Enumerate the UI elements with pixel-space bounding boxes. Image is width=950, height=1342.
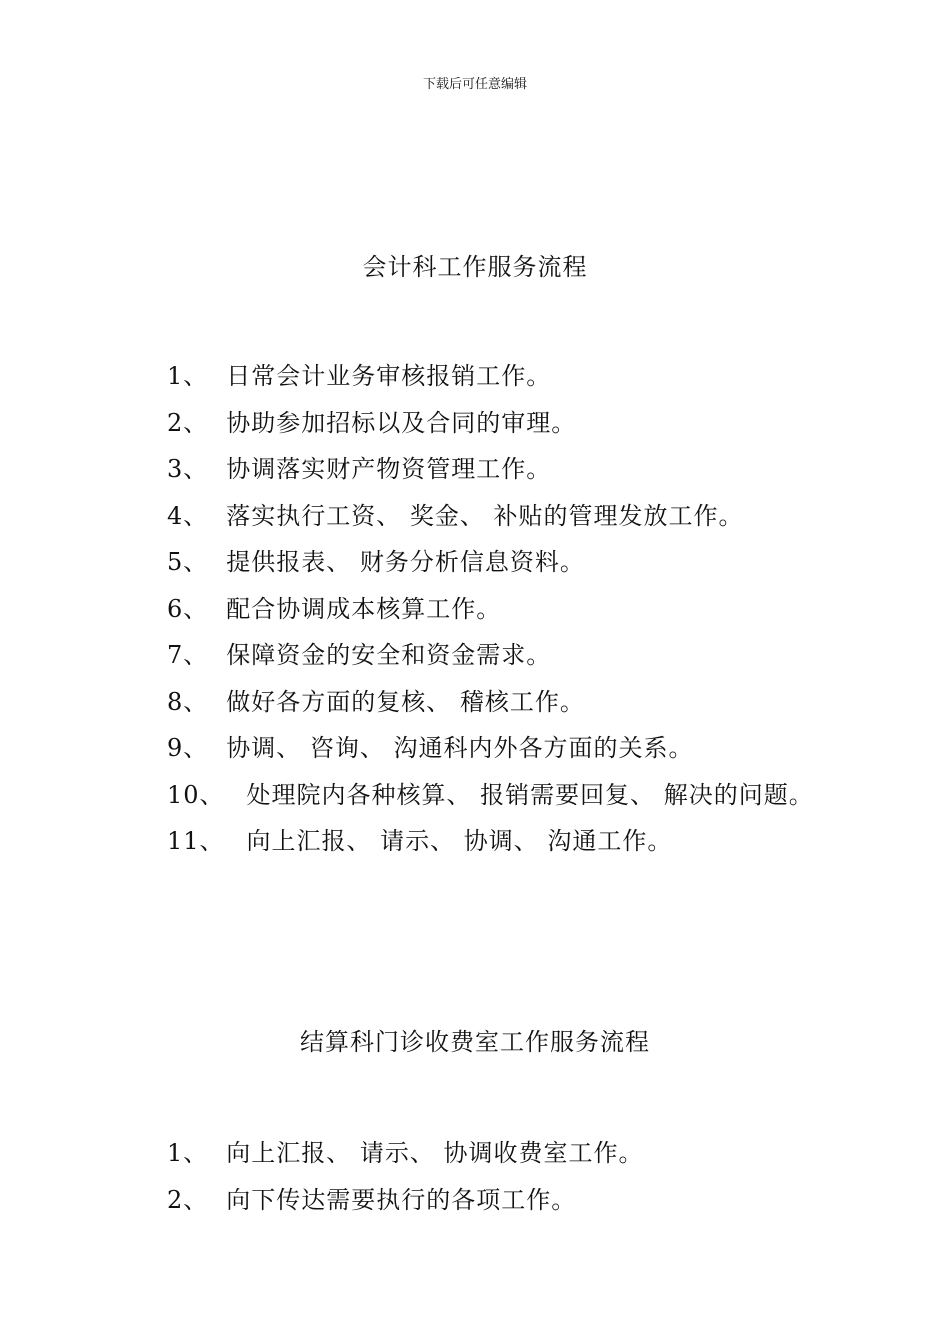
accounting-procedure-list xyxy=(115,353,835,865)
item-text: 向上汇报、 请示、 协调、 沟通工作。 xyxy=(246,827,673,855)
list-item xyxy=(115,818,835,865)
item-text: 提供报表、 财务分析信息资料。 xyxy=(226,548,585,576)
list-item xyxy=(115,493,835,540)
item-number: 2、 xyxy=(167,1185,209,1214)
list-item xyxy=(115,400,835,447)
item-text: 协调、 咨询、 沟通科内外各方面的关系。 xyxy=(226,734,694,762)
header-note: 下载后可任意编辑 xyxy=(422,77,527,92)
item-number: 2、 xyxy=(167,408,209,437)
item-number: 3、 xyxy=(167,455,209,483)
list-item xyxy=(115,772,835,819)
billing-procedure-list xyxy=(115,1130,835,1223)
list-item xyxy=(115,586,835,633)
item-text: 配合协调成本核算工作。 xyxy=(226,594,502,623)
item-number: 11、 xyxy=(167,827,225,855)
list-item xyxy=(115,539,835,586)
item-number: 7、 xyxy=(167,641,209,669)
item-text: 处理院内各种核算、 报销需要回复、 解决的问题。 xyxy=(246,780,814,809)
list-item xyxy=(115,1177,835,1224)
item-text: 向上汇报、 请示、 协调收费室工作。 xyxy=(226,1139,644,1167)
list-item xyxy=(115,446,835,493)
list-item xyxy=(115,679,835,726)
item-text: 保障资金的安全和资金需求。 xyxy=(226,641,552,669)
section-title-accounting: 会计科工作服务流程 xyxy=(362,253,588,281)
list-item xyxy=(115,725,835,772)
item-text: 向下传达需要执行的各项工作。 xyxy=(226,1185,577,1214)
item-number: 9、 xyxy=(167,734,209,762)
item-number: 4、 xyxy=(167,501,209,530)
item-text: 落实执行工资、 奖金、 补贴的管理发放工作。 xyxy=(226,501,744,530)
list-item xyxy=(115,1130,835,1177)
item-text: 协助参加招标以及合同的审理。 xyxy=(226,408,577,437)
section-title-outpatient-billing: 结算科门诊收费室工作服务流程 xyxy=(300,1028,650,1056)
item-number: 1、 xyxy=(167,362,209,390)
item-number: 8、 xyxy=(167,687,209,716)
item-number: 10、 xyxy=(167,780,225,809)
item-number: 6、 xyxy=(167,594,209,623)
item-text: 做好各方面的复核、 稽核工作。 xyxy=(226,687,585,716)
item-text: 协调落实财产物资管理工作。 xyxy=(226,455,552,483)
list-item xyxy=(115,632,835,679)
item-number: 5、 xyxy=(167,548,209,576)
item-text: 日常会计业务审核报销工作。 xyxy=(226,362,552,390)
list-item xyxy=(115,353,835,400)
item-number: 1、 xyxy=(167,1139,209,1167)
